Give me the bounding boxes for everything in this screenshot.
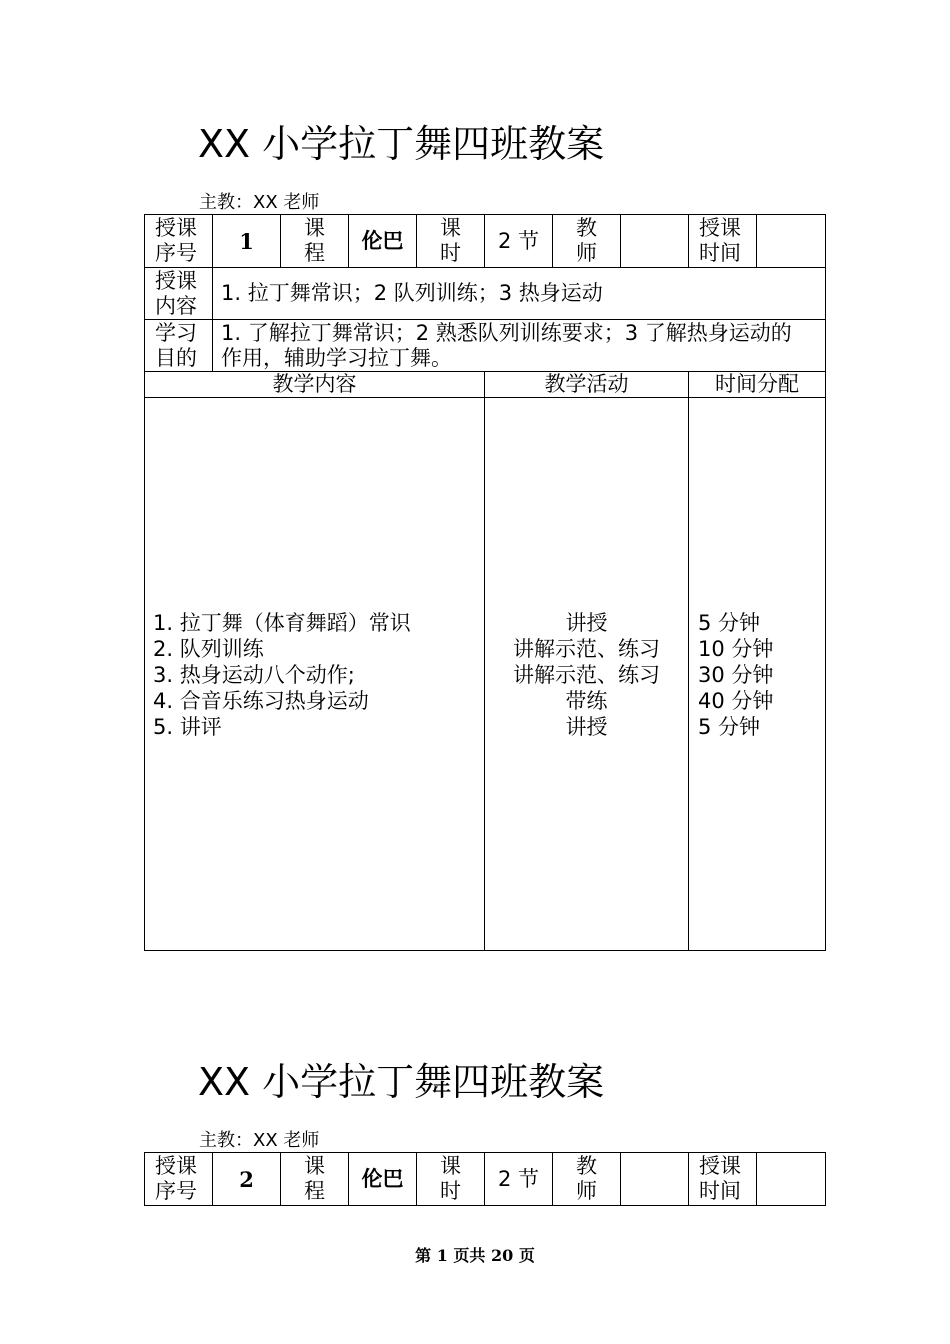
purpose-label: 学习 目的 xyxy=(145,320,213,372)
teacher-value xyxy=(621,1153,689,1206)
lesson-plan-table xyxy=(144,214,826,951)
activity-list-cell xyxy=(485,398,689,951)
purpose-row xyxy=(145,320,826,372)
body-row xyxy=(145,398,826,951)
time-item: 10 分钟 xyxy=(698,637,774,661)
lesson-no-label: 授课 序号 xyxy=(145,1153,213,1206)
content-value: 1. 拉丁舞常识；2 队列训练；3 热身运动 xyxy=(213,268,826,320)
column-teaching-content: 教学内容 xyxy=(145,372,485,398)
content-list xyxy=(145,608,484,740)
course-value: 伦巴 xyxy=(349,1153,417,1206)
lesson-plan-table xyxy=(144,1152,826,1206)
date-label: 授课 时间 xyxy=(689,215,757,268)
activity-item: 讲解示范、练习 xyxy=(513,637,660,661)
course-value: 伦巴 xyxy=(349,215,417,268)
activity-item: 讲授 xyxy=(565,611,608,635)
time-item: 40 分钟 xyxy=(698,689,774,713)
column-teaching-activity: 教学活动 xyxy=(485,372,689,398)
page-footer: 第 1 页共 20 页 xyxy=(415,1246,535,1265)
lesson-no-value: 1 xyxy=(213,215,281,268)
hours-value: 2 节 xyxy=(485,215,553,268)
lesson-title: XX 小学拉丁舞四班教案 xyxy=(198,1060,605,1104)
time-item: 5 分钟 xyxy=(698,715,761,739)
content-row xyxy=(145,268,826,320)
activity-item: 讲解示范、练习 xyxy=(513,663,660,687)
activity-item: 带练 xyxy=(565,689,608,713)
time-item: 30 分钟 xyxy=(698,663,774,687)
lesson-title: XX 小学拉丁舞四班教案 xyxy=(198,122,605,166)
time-item: 5 分钟 xyxy=(698,611,761,635)
content-label: 授课 内容 xyxy=(145,268,213,320)
content-item: 2. 队列训练 xyxy=(153,637,264,661)
content-list-cell xyxy=(145,398,485,951)
purpose-value: 1. 了解拉丁舞常识；2 熟悉队列训练要求；3 了解热身运动的 作用，辅助学习拉丁舞。 xyxy=(213,320,826,372)
content-item: 1. 拉丁舞（体育舞蹈）常识 xyxy=(153,611,411,635)
teacher-value xyxy=(621,215,689,268)
teacher-line: 主教：XX 老师 xyxy=(199,1130,320,1151)
course-label: 课 程 xyxy=(281,1153,349,1206)
content-item: 4. 合音乐练习热身运动 xyxy=(153,689,369,713)
lesson-no-value: 2 xyxy=(213,1153,281,1206)
column-time-allocation: 时间分配 xyxy=(689,372,826,398)
teacher-label: 教 师 xyxy=(553,215,621,268)
header-row xyxy=(145,1153,826,1206)
lesson-no-label: 授课 序号 xyxy=(145,215,213,268)
activity-item: 讲授 xyxy=(565,715,608,739)
date-label: 授课 时间 xyxy=(689,1153,757,1206)
teacher-line: 主教：XX 老师 xyxy=(199,192,320,213)
content-item: 5. 讲评 xyxy=(153,715,222,739)
time-list-cell xyxy=(689,398,826,951)
hours-label: 课 时 xyxy=(417,1153,485,1206)
time-list xyxy=(689,608,825,740)
course-label: 课 程 xyxy=(281,215,349,268)
hours-label: 课 时 xyxy=(417,215,485,268)
date-value xyxy=(757,1153,826,1206)
activity-list xyxy=(485,608,688,740)
hours-value: 2 节 xyxy=(485,1153,553,1206)
header-row xyxy=(145,215,826,268)
teacher-label: 教 师 xyxy=(553,1153,621,1206)
content-item: 3. 热身运动八个动作; xyxy=(153,663,355,687)
column-header-row xyxy=(145,372,826,398)
date-value xyxy=(757,215,826,268)
